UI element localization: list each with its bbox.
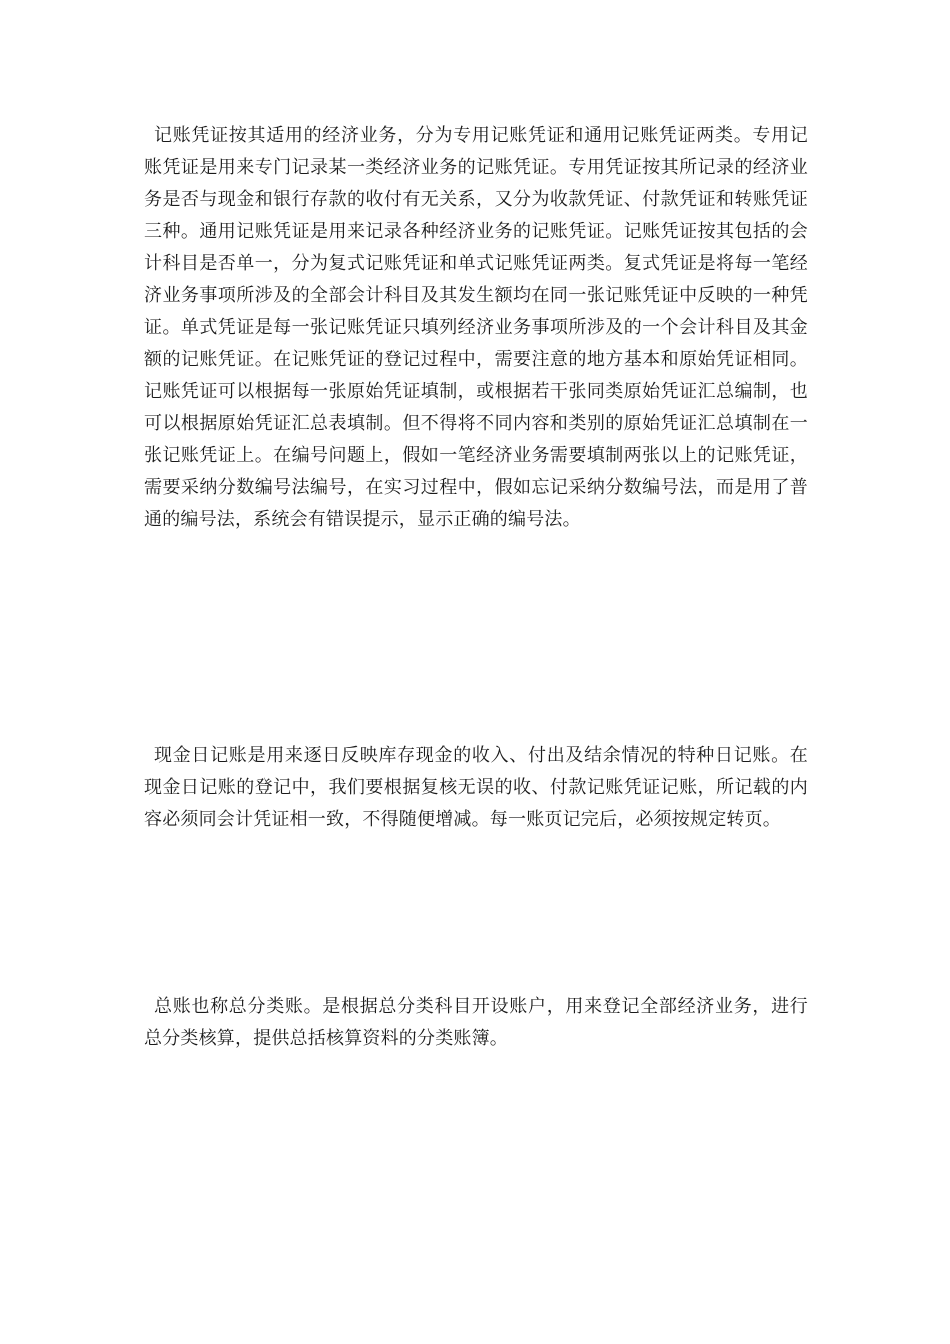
paragraph-voucher: 记账凭证按其适用的经济业务，分为专用记账凭证和通用记账凭证两类。专用记账凭证是用来专门记录某一类经济业务的记账凭证。专用凭证按其所记录的经济业务是否与现金和银行存款的收付有无关系，又分为收款凭证、付款凭证和转账凭证三种。通用记账凭证是用来记录各种经济业务的记账凭证。记账凭证按其包括的会计科目是否单一，分为复式记账凭证和单式记账凭证两类。复式凭证是将每一笔经济业务事项所涉及的全部会计科目及其发生额均在同一张记账凭证中反映的一种凭证。单式凭证是每一张记账凭证只填列经济业务事项所涉及的一个会计科目及其金额的记账凭证。在记账凭证的登记过程中，需要注意的地方基本和原始凭证相同。记账凭证可以根据每一张原始凭证填制，或根据若干张同类原始凭证汇总编制，也可以根据原始凭证汇总表填制。但不得将不同内容和类别的原始凭证汇总填制在一张记账凭证上。在编号问题上，假如一笔经济业务需要填制两张以上的记账凭证，需要采纳分数编号法编号，在实习过程中，假如忘记采纳分数编号法，而是用了普通的编号法，系统会有错误提示，显示正确的编号法。 bbox=[144, 125, 808, 530]
paragraph-general-ledger: 总账也称总分类账。是根据总分类科目开设账户，用来登记全部经济业务，进行总分类核算，提供总括核算资料的分类账簿。 bbox=[144, 996, 808, 1049]
paragraph-cash-journal: 现金日记账是用来逐日反映库存现金的收入、付出及结余情况的特种日记账。在现金日记账的登记中，我们要根据复核无误的收、付款记账凭证记账，所记载的内容必须同会计凭证相一致，不得随便增减。每一账页记完后，必须按规定转页。 bbox=[144, 745, 808, 830]
